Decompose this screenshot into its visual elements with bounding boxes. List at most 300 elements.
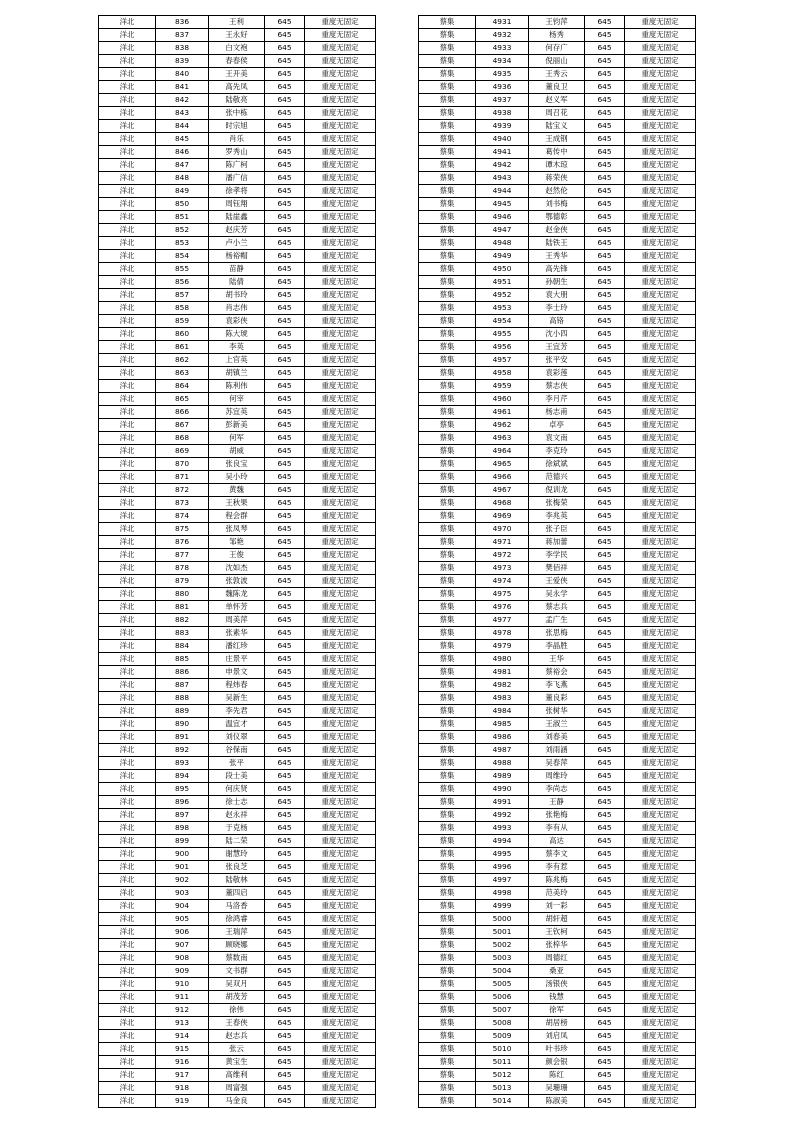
category-cell: 重度无固定 [625, 367, 696, 380]
region-cell: 洋北 [99, 939, 156, 952]
name-cell: 黄宝生 [209, 1056, 265, 1069]
name-cell: 李学民 [529, 549, 585, 562]
amount-cell: 645 [585, 55, 625, 68]
table-row [99, 900, 376, 913]
name-cell: 张思梅 [529, 627, 585, 640]
name-cell: 胡轩超 [529, 913, 585, 926]
name-cell: 李先君 [209, 705, 265, 718]
name-cell: 张子臣 [529, 523, 585, 536]
serial-number-cell: 880 [156, 588, 209, 601]
amount-cell: 645 [585, 81, 625, 94]
amount-cell: 645 [265, 354, 305, 367]
region-cell: 蔡集 [419, 653, 476, 666]
serial-number-cell: 870 [156, 458, 209, 471]
serial-number-cell: 890 [156, 718, 209, 731]
table-row [419, 146, 696, 159]
category-cell: 重度无固定 [625, 523, 696, 536]
serial-number-cell: 4984 [476, 705, 529, 718]
table-row [419, 809, 696, 822]
amount-cell: 645 [585, 302, 625, 315]
serial-number-cell: 853 [156, 237, 209, 250]
amount-cell: 645 [585, 68, 625, 81]
amount-cell: 645 [265, 926, 305, 939]
amount-cell: 645 [585, 29, 625, 42]
table-row [419, 250, 696, 263]
category-cell: 重度无固定 [625, 458, 696, 471]
table-row [99, 796, 376, 809]
region-cell: 蔡集 [419, 835, 476, 848]
table-row [99, 185, 376, 198]
amount-cell: 645 [585, 276, 625, 289]
name-cell: 杨秀 [529, 29, 585, 42]
table-row [99, 107, 376, 120]
serial-number-cell: 845 [156, 133, 209, 146]
table-row [99, 835, 376, 848]
category-cell: 重度无固定 [625, 835, 696, 848]
amount-cell: 645 [265, 575, 305, 588]
table-row [419, 1056, 696, 1069]
table-row [419, 419, 696, 432]
category-cell: 重度无固定 [305, 172, 376, 185]
category-cell: 重度无固定 [625, 289, 696, 302]
category-cell: 重度无固定 [625, 848, 696, 861]
category-cell: 重度无固定 [625, 575, 696, 588]
name-cell: 徐伟 [209, 1004, 265, 1017]
name-cell: 于克杨 [209, 822, 265, 835]
serial-number-cell: 4971 [476, 536, 529, 549]
serial-number-cell: 910 [156, 978, 209, 991]
table-row [419, 731, 696, 744]
serial-number-cell: 896 [156, 796, 209, 809]
table-row [99, 315, 376, 328]
category-cell: 重度无固定 [305, 159, 376, 172]
category-cell: 重度无固定 [305, 68, 376, 81]
region-cell: 洋北 [99, 926, 156, 939]
amount-cell: 645 [265, 835, 305, 848]
category-cell: 重度无固定 [625, 1043, 696, 1056]
region-cell: 洋北 [99, 666, 156, 679]
serial-number-cell: 866 [156, 406, 209, 419]
region-cell: 蔡集 [419, 29, 476, 42]
region-cell: 蔡集 [419, 94, 476, 107]
name-cell: 潘红珍 [209, 640, 265, 653]
region-cell: 洋北 [99, 1082, 156, 1095]
region-cell: 洋北 [99, 419, 156, 432]
serial-number-cell: 848 [156, 172, 209, 185]
serial-number-cell: 857 [156, 289, 209, 302]
serial-number-cell: 915 [156, 1043, 209, 1056]
amount-cell: 645 [265, 1056, 305, 1069]
category-cell: 重度无固定 [305, 913, 376, 926]
category-cell: 重度无固定 [625, 380, 696, 393]
category-cell: 重度无固定 [305, 562, 376, 575]
serial-number-cell: 4931 [476, 16, 529, 29]
amount-cell: 645 [585, 120, 625, 133]
region-cell: 蔡集 [419, 666, 476, 679]
serial-number-cell: 908 [156, 952, 209, 965]
name-cell: 王利 [209, 16, 265, 29]
name-cell: 肖志伟 [209, 302, 265, 315]
amount-cell: 645 [265, 757, 305, 770]
category-cell: 重度无固定 [305, 341, 376, 354]
table-row [99, 237, 376, 250]
region-cell: 蔡集 [419, 211, 476, 224]
serial-number-cell: 4994 [476, 835, 529, 848]
name-cell: 范美玲 [529, 887, 585, 900]
region-cell: 洋北 [99, 770, 156, 783]
name-cell: 吴双月 [209, 978, 265, 991]
name-cell: 杨志甫 [529, 406, 585, 419]
table-row [419, 692, 696, 705]
amount-cell: 645 [585, 250, 625, 263]
region-cell: 蔡集 [419, 809, 476, 822]
amount-cell: 645 [585, 237, 625, 250]
serial-number-cell: 4973 [476, 562, 529, 575]
table-row [99, 250, 376, 263]
serial-number-cell: 904 [156, 900, 209, 913]
table-row [99, 705, 376, 718]
table-row [99, 1069, 376, 1082]
region-cell: 蔡集 [419, 744, 476, 757]
name-cell: 赵金侠 [529, 224, 585, 237]
category-cell: 重度无固定 [305, 718, 376, 731]
amount-cell: 645 [585, 484, 625, 497]
serial-number-cell: 841 [156, 81, 209, 94]
amount-cell: 645 [265, 809, 305, 822]
amount-cell: 645 [265, 887, 305, 900]
name-cell: 张凤琴 [209, 523, 265, 536]
region-cell: 洋北 [99, 991, 156, 1004]
table-row [99, 1082, 376, 1095]
name-cell: 马金良 [209, 1095, 265, 1108]
region-cell: 蔡集 [419, 471, 476, 484]
category-cell: 重度无固定 [625, 237, 696, 250]
region-cell: 蔡集 [419, 939, 476, 952]
region-cell: 洋北 [99, 432, 156, 445]
category-cell: 重度无固定 [305, 133, 376, 146]
name-cell: 谷保南 [209, 744, 265, 757]
amount-cell: 645 [265, 406, 305, 419]
table-row [419, 718, 696, 731]
name-cell: 刘启凤 [529, 1030, 585, 1043]
category-cell: 重度无固定 [305, 445, 376, 458]
amount-cell: 645 [585, 718, 625, 731]
serial-number-cell: 844 [156, 120, 209, 133]
amount-cell: 645 [265, 380, 305, 393]
serial-number-cell: 4943 [476, 172, 529, 185]
name-cell: 钱慧 [529, 991, 585, 1004]
amount-cell: 645 [585, 757, 625, 770]
name-cell: 胡茂芳 [209, 991, 265, 1004]
category-cell: 重度无固定 [625, 120, 696, 133]
amount-cell: 645 [585, 965, 625, 978]
serial-number-cell: 4990 [476, 783, 529, 796]
amount-cell: 645 [585, 393, 625, 406]
serial-number-cell: 888 [156, 692, 209, 705]
category-cell: 重度无固定 [305, 237, 376, 250]
table-row [99, 432, 376, 445]
table-row [99, 484, 376, 497]
category-cell: 重度无固定 [305, 315, 376, 328]
serial-number-cell: 892 [156, 744, 209, 757]
region-cell: 洋北 [99, 341, 156, 354]
category-cell: 重度无固定 [305, 458, 376, 471]
serial-number-cell: 846 [156, 146, 209, 159]
amount-cell: 645 [265, 250, 305, 263]
table-row [99, 692, 376, 705]
amount-cell: 645 [585, 1030, 625, 1043]
amount-cell: 645 [585, 952, 625, 965]
region-cell: 蔡集 [419, 1004, 476, 1017]
category-cell: 重度无固定 [305, 952, 376, 965]
amount-cell: 645 [585, 1017, 625, 1030]
name-cell: 陈淑美 [529, 1095, 585, 1108]
region-cell: 蔡集 [419, 445, 476, 458]
region-cell: 蔡集 [419, 770, 476, 783]
category-cell: 重度无固定 [305, 406, 376, 419]
region-cell: 蔡集 [419, 783, 476, 796]
name-cell: 周美萍 [209, 614, 265, 627]
name-cell: 陈大琥 [209, 328, 265, 341]
table-row [99, 887, 376, 900]
region-cell: 洋北 [99, 640, 156, 653]
region-cell: 洋北 [99, 185, 156, 198]
name-cell: 赵志兵 [209, 1030, 265, 1043]
name-cell: 袁文南 [529, 432, 585, 445]
amount-cell: 645 [585, 16, 625, 29]
table-row [99, 952, 376, 965]
table-row [419, 705, 696, 718]
table-row [419, 770, 696, 783]
category-cell: 重度无固定 [625, 913, 696, 926]
category-cell: 重度无固定 [305, 627, 376, 640]
region-cell: 蔡集 [419, 354, 476, 367]
region-cell: 洋北 [99, 536, 156, 549]
serial-number-cell: 4950 [476, 263, 529, 276]
name-cell: 何庆贤 [209, 783, 265, 796]
amount-cell: 645 [265, 81, 305, 94]
name-cell: 李有惹 [529, 861, 585, 874]
region-cell: 洋北 [99, 809, 156, 822]
table-row [419, 315, 696, 328]
name-cell: 李月芹 [529, 393, 585, 406]
serial-number-cell: 4938 [476, 107, 529, 120]
category-cell: 重度无固定 [305, 250, 376, 263]
name-cell: 叶书珍 [529, 1043, 585, 1056]
amount-cell: 645 [265, 159, 305, 172]
name-cell: 高铬 [529, 315, 585, 328]
region-cell: 蔡集 [419, 172, 476, 185]
serial-number-cell: 4969 [476, 510, 529, 523]
name-cell: 温宜才 [209, 718, 265, 731]
name-cell: 高达 [529, 835, 585, 848]
serial-number-cell: 875 [156, 523, 209, 536]
amount-cell: 645 [585, 1095, 625, 1108]
name-cell: 彭新美 [209, 419, 265, 432]
region-cell: 洋北 [99, 484, 156, 497]
region-cell: 洋北 [99, 94, 156, 107]
category-cell: 重度无固定 [305, 1056, 376, 1069]
region-cell: 洋北 [99, 510, 156, 523]
region-cell: 洋北 [99, 549, 156, 562]
category-cell: 重度无固定 [625, 315, 696, 328]
table-row [99, 497, 376, 510]
table-row [419, 497, 696, 510]
amount-cell: 645 [585, 1004, 625, 1017]
amount-cell: 645 [265, 211, 305, 224]
serial-number-cell: 883 [156, 627, 209, 640]
region-cell: 洋北 [99, 302, 156, 315]
table-row [419, 523, 696, 536]
serial-number-cell: 4980 [476, 653, 529, 666]
name-cell: 陆宝义 [529, 120, 585, 133]
serial-number-cell: 5004 [476, 965, 529, 978]
category-cell: 重度无固定 [625, 939, 696, 952]
category-cell: 重度无固定 [305, 731, 376, 744]
table-row [99, 133, 376, 146]
name-cell: 顾晓娜 [209, 939, 265, 952]
amount-cell: 645 [265, 978, 305, 991]
table-row [99, 393, 376, 406]
name-cell: 张中栋 [209, 107, 265, 120]
region-cell: 洋北 [99, 575, 156, 588]
category-cell: 重度无固定 [625, 94, 696, 107]
name-cell: 王秀云 [529, 68, 585, 81]
region-cell: 蔡集 [419, 237, 476, 250]
region-cell: 蔡集 [419, 692, 476, 705]
serial-number-cell: 884 [156, 640, 209, 653]
left-table [98, 15, 376, 1108]
table-row [419, 744, 696, 757]
serial-number-cell: 4977 [476, 614, 529, 627]
table-row [99, 120, 376, 133]
category-cell: 重度无固定 [305, 757, 376, 770]
region-cell: 蔡集 [419, 42, 476, 55]
table-row [99, 341, 376, 354]
amount-cell: 645 [265, 640, 305, 653]
region-cell: 洋北 [99, 16, 156, 29]
category-cell: 重度无固定 [305, 887, 376, 900]
amount-cell: 645 [265, 172, 305, 185]
table-row [419, 328, 696, 341]
table-row [99, 328, 376, 341]
name-cell: 张平安 [529, 354, 585, 367]
table-row [419, 757, 696, 770]
table-row [99, 731, 376, 744]
category-cell: 重度无固定 [305, 380, 376, 393]
name-cell: 黄魏 [209, 484, 265, 497]
serial-number-cell: 4954 [476, 315, 529, 328]
amount-cell: 645 [585, 497, 625, 510]
amount-cell: 645 [265, 1030, 305, 1043]
name-cell: 罗秀山 [209, 146, 265, 159]
amount-cell: 645 [585, 978, 625, 991]
table-row [99, 1004, 376, 1017]
region-cell: 洋北 [99, 1030, 156, 1043]
name-cell: 王永好 [209, 29, 265, 42]
region-cell: 洋北 [99, 133, 156, 146]
region-cell: 洋北 [99, 146, 156, 159]
amount-cell: 645 [585, 653, 625, 666]
category-cell: 重度无固定 [305, 835, 376, 848]
table-row [419, 16, 696, 29]
amount-cell: 645 [585, 562, 625, 575]
serial-number-cell: 912 [156, 1004, 209, 1017]
table-row [99, 653, 376, 666]
region-cell: 蔡集 [419, 393, 476, 406]
name-cell: 刘一彩 [529, 900, 585, 913]
name-cell: 段士美 [209, 770, 265, 783]
region-cell: 蔡集 [419, 276, 476, 289]
category-cell: 重度无固定 [305, 29, 376, 42]
amount-cell: 645 [585, 926, 625, 939]
category-cell: 重度无固定 [305, 497, 376, 510]
region-cell: 蔡集 [419, 1043, 476, 1056]
table-row [419, 653, 696, 666]
region-cell: 洋北 [99, 718, 156, 731]
region-cell: 洋北 [99, 81, 156, 94]
region-cell: 蔡集 [419, 341, 476, 354]
amount-cell: 645 [265, 224, 305, 237]
region-cell: 洋北 [99, 237, 156, 250]
region-cell: 蔡集 [419, 198, 476, 211]
serial-number-cell: 4995 [476, 848, 529, 861]
category-cell: 重度无固定 [625, 419, 696, 432]
region-cell: 蔡集 [419, 55, 476, 68]
region-cell: 洋北 [99, 445, 156, 458]
region-cell: 洋北 [99, 614, 156, 627]
amount-cell: 645 [585, 783, 625, 796]
region-cell: 洋北 [99, 263, 156, 276]
amount-cell: 645 [585, 367, 625, 380]
serial-number-cell: 4959 [476, 380, 529, 393]
amount-cell: 645 [585, 523, 625, 536]
category-cell: 重度无固定 [305, 107, 376, 120]
table-row [99, 822, 376, 835]
name-cell: 刘书梅 [529, 198, 585, 211]
category-cell: 重度无固定 [305, 484, 376, 497]
serial-number-cell: 4998 [476, 887, 529, 900]
category-cell: 重度无固定 [625, 16, 696, 29]
amount-cell: 645 [585, 640, 625, 653]
serial-number-cell: 863 [156, 367, 209, 380]
category-cell: 重度无固定 [625, 965, 696, 978]
category-cell: 重度无固定 [625, 731, 696, 744]
amount-cell: 645 [265, 432, 305, 445]
serial-number-cell: 4966 [476, 471, 529, 484]
amount-cell: 645 [265, 328, 305, 341]
table-row [99, 1095, 376, 1108]
table-row [99, 783, 376, 796]
category-cell: 重度无固定 [625, 354, 696, 367]
name-cell: 颜会银 [529, 1056, 585, 1069]
name-cell: 高先凤 [209, 81, 265, 94]
amount-cell: 645 [585, 744, 625, 757]
region-cell: 洋北 [99, 406, 156, 419]
amount-cell: 645 [585, 172, 625, 185]
table-row [419, 679, 696, 692]
serial-number-cell: 4944 [476, 185, 529, 198]
table-row [99, 1017, 376, 1030]
table-row [419, 224, 696, 237]
category-cell: 重度无固定 [625, 1095, 696, 1108]
region-cell: 洋北 [99, 250, 156, 263]
amount-cell: 645 [265, 1082, 305, 1095]
serial-number-cell: 842 [156, 94, 209, 107]
serial-number-cell: 4936 [476, 81, 529, 94]
table-row [99, 757, 376, 770]
category-cell: 重度无固定 [305, 55, 376, 68]
